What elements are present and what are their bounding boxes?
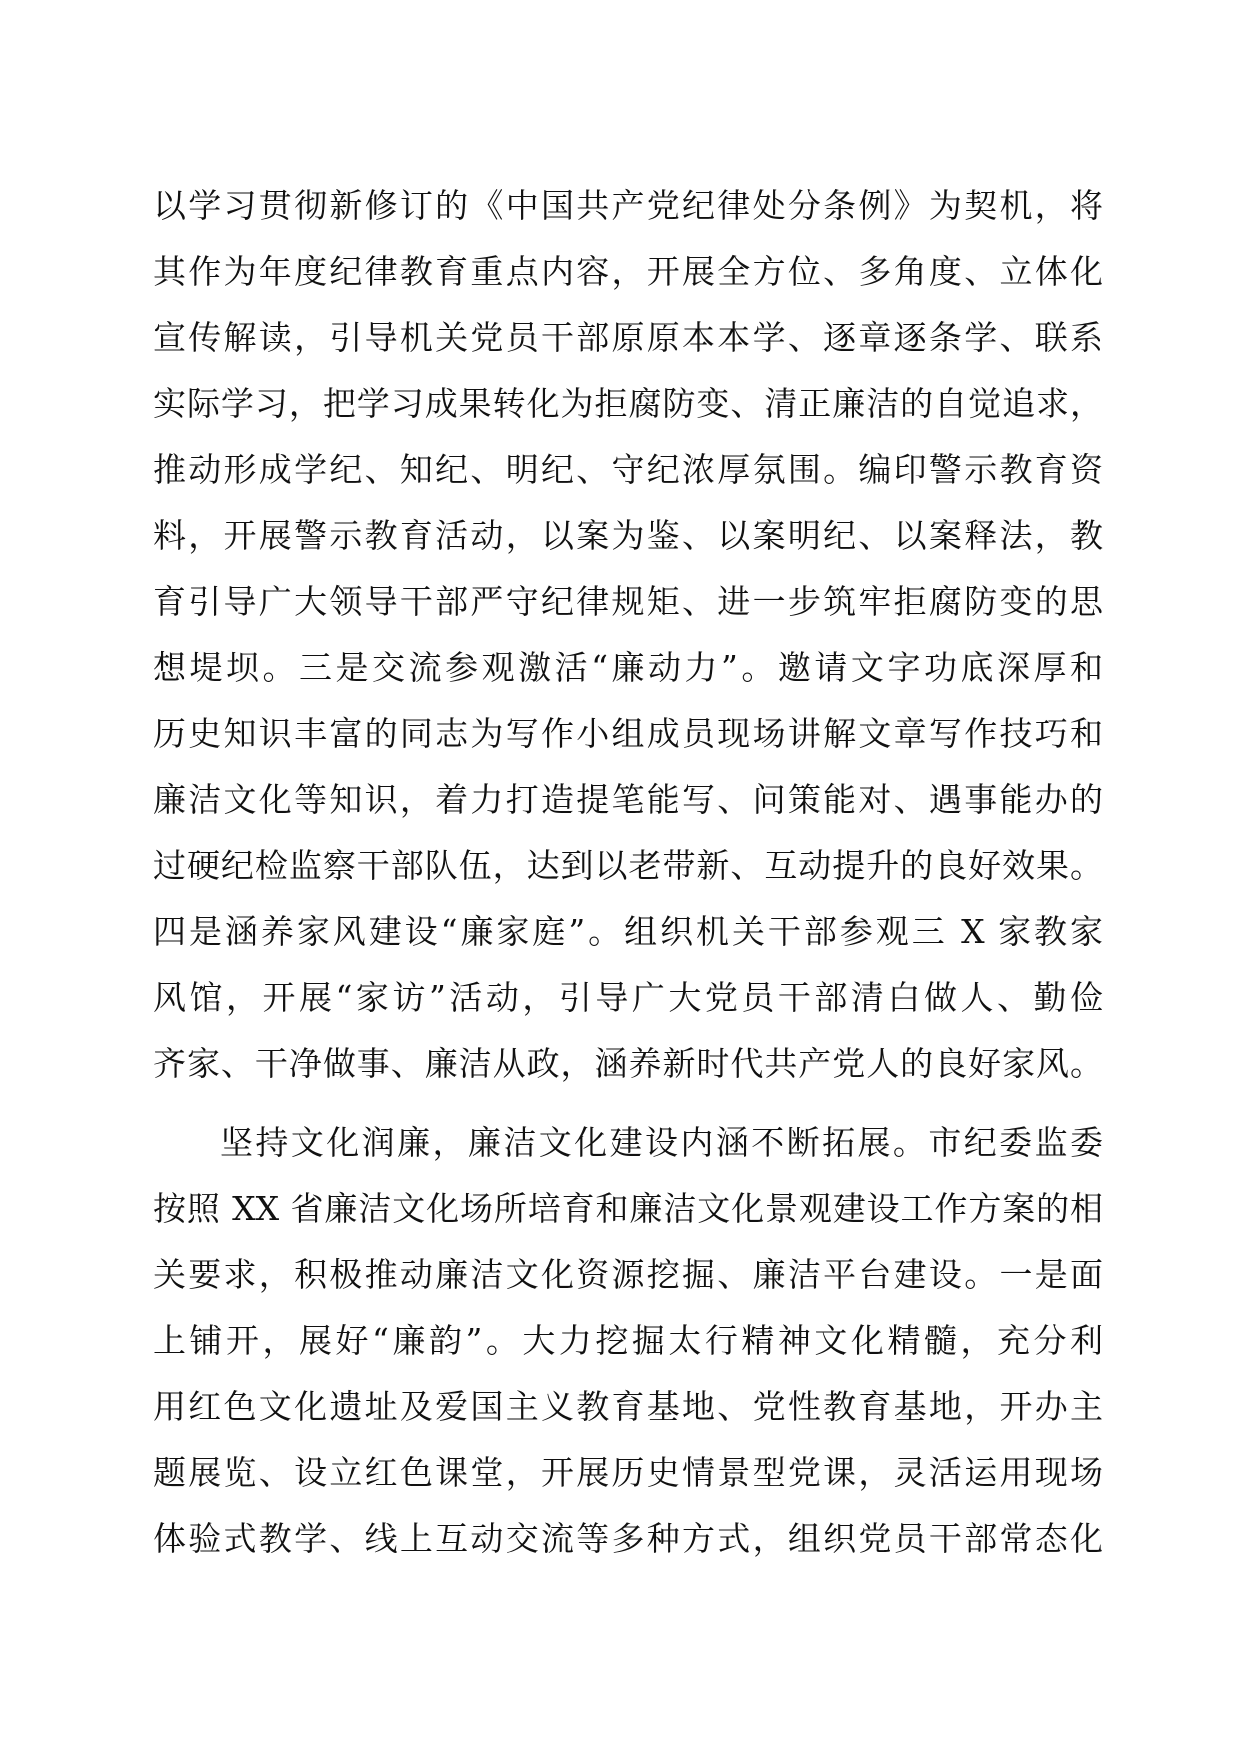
text-line: 想堤坝。三是交流参观激活“廉动力”。邀请文字功底深厚和 — [153, 648, 1103, 687]
text-line: 题展览、设立红色课堂，开展历史情景型党课，灵活运用现场 — [153, 1453, 1103, 1492]
text-line: 育引导广大领导干部严守纪律规矩、进一步筑牢拒腐防变的思 — [153, 582, 1103, 621]
text-line: 上铺开，展好“廉韵”。大力挖掘太行精神文化精髓，充分利 — [153, 1321, 1103, 1360]
text-line: 以学习贯彻新修订的《中国共产党纪律处分条例》为契机，将 — [153, 186, 1103, 225]
text-line: 其作为年度纪律教育重点内容，开展全方位、多角度、立体化 — [153, 252, 1103, 291]
text-line: 按照 XX 省廉洁文化场所培育和廉洁文化景观建设工作方案的相 — [153, 1189, 1103, 1228]
text-line: 推动形成学纪、知纪、明纪、守纪浓厚氛围。编印警示教育资 — [153, 450, 1103, 489]
text-line: 廉洁文化等知识，着力打造提笔能写、问策能对、遇事能办的 — [153, 780, 1103, 819]
text-line: 关要求，积极推动廉洁文化资源挖掘、廉洁平台建设。一是面 — [153, 1255, 1103, 1294]
text-line: 宣传解读，引导机关党员干部原原本本学、逐章逐条学、联系 — [153, 318, 1103, 357]
text-line: 体验式教学、线上互动交流等多种方式，组织党员干部常态化 — [153, 1519, 1103, 1558]
text-line: 用红色文化遗址及爱国主义教育基地、党性教育基地，开办主 — [153, 1387, 1103, 1426]
text-line: 历史知识丰富的同志为写作小组成员现场讲解文章写作技巧和 — [153, 714, 1103, 753]
text-line: 四是涵养家风建设“廉家庭”。组织机关干部参观三 X 家教家 — [153, 912, 1103, 951]
text-line: 料，开展警示教育活动，以案为鉴、以案明纪、以案释法，教 — [153, 516, 1103, 555]
text-line: 风馆，开展“家访”活动，引导广大党员干部清白做人、勤俭 — [153, 978, 1103, 1017]
text-line: 过硬纪检监察干部队伍，达到以老带新、互动提升的良好效果。 — [153, 846, 1103, 885]
text-line: 实际学习，把学习成果转化为拒腐防变、清正廉洁的自觉追求， — [153, 384, 1103, 423]
text-line: 齐家、干净做事、廉洁从政，涵养新时代共产党人的良好家风。 — [153, 1044, 1103, 1083]
text-line: 坚持文化润廉，廉洁文化建设内涵不断拓展。市纪委监委 — [220, 1123, 1103, 1162]
